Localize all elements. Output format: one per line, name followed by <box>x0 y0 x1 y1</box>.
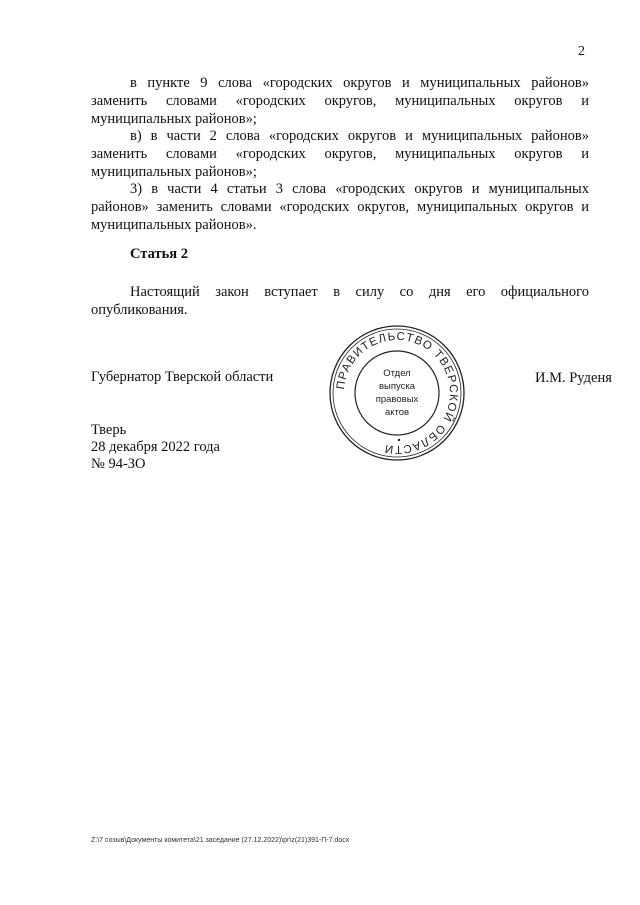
signer-title: Губернатор Тверской области <box>91 369 274 385</box>
stamp-center-line: актов <box>384 407 410 418</box>
official-seal-stamp <box>327 323 467 463</box>
footer-file-path: Z:\7 созыв\Документы комитета\21 заседание (27.12.2022)\pr\z(21)391-П-7.docx <box>91 837 350 844</box>
stamp-center-line: выпуска <box>378 381 416 392</box>
stamp-center-line: Отдел <box>383 368 411 379</box>
paragraph-item-3: 3) в части 4 статьи 3 слова «городских округов и муниципальных районов» заменить словами «городских округов, муниципальных округов и муниципальных районов». <box>91 181 589 233</box>
stamp-dot <box>398 439 400 441</box>
page-number: 2 <box>578 44 585 59</box>
signer-name: И.М. Руденя <box>535 370 612 386</box>
signing-date: 28 декабря 2022 года <box>91 439 220 455</box>
place-of-signing: Тверь <box>91 422 127 438</box>
paragraph-item-9: в пункте 9 слова «городских округов и муниципальных районов» заменить словами «городских округов, муниципальных округов и муниципальных районов»; <box>91 75 589 127</box>
article-heading: Статья 2 <box>130 246 188 262</box>
paragraph-item-v: в) в части 2 слова «городских округов и муниципальных районов» заменить словами «городских округов, муниципальных округов и муниципальных районов»; <box>91 128 589 180</box>
paragraph-effective-date: Настоящий закон вступает в силу со дня его официального опубликования. <box>91 284 589 318</box>
stamp-center-line: правовых <box>375 394 419 405</box>
law-number: № 94-ЗО <box>91 456 146 472</box>
stamp-ring-text: ПРАВИТЕЛЬСТВО ТВЕРСКОЙ ОБЛАСТИ <box>334 330 460 456</box>
